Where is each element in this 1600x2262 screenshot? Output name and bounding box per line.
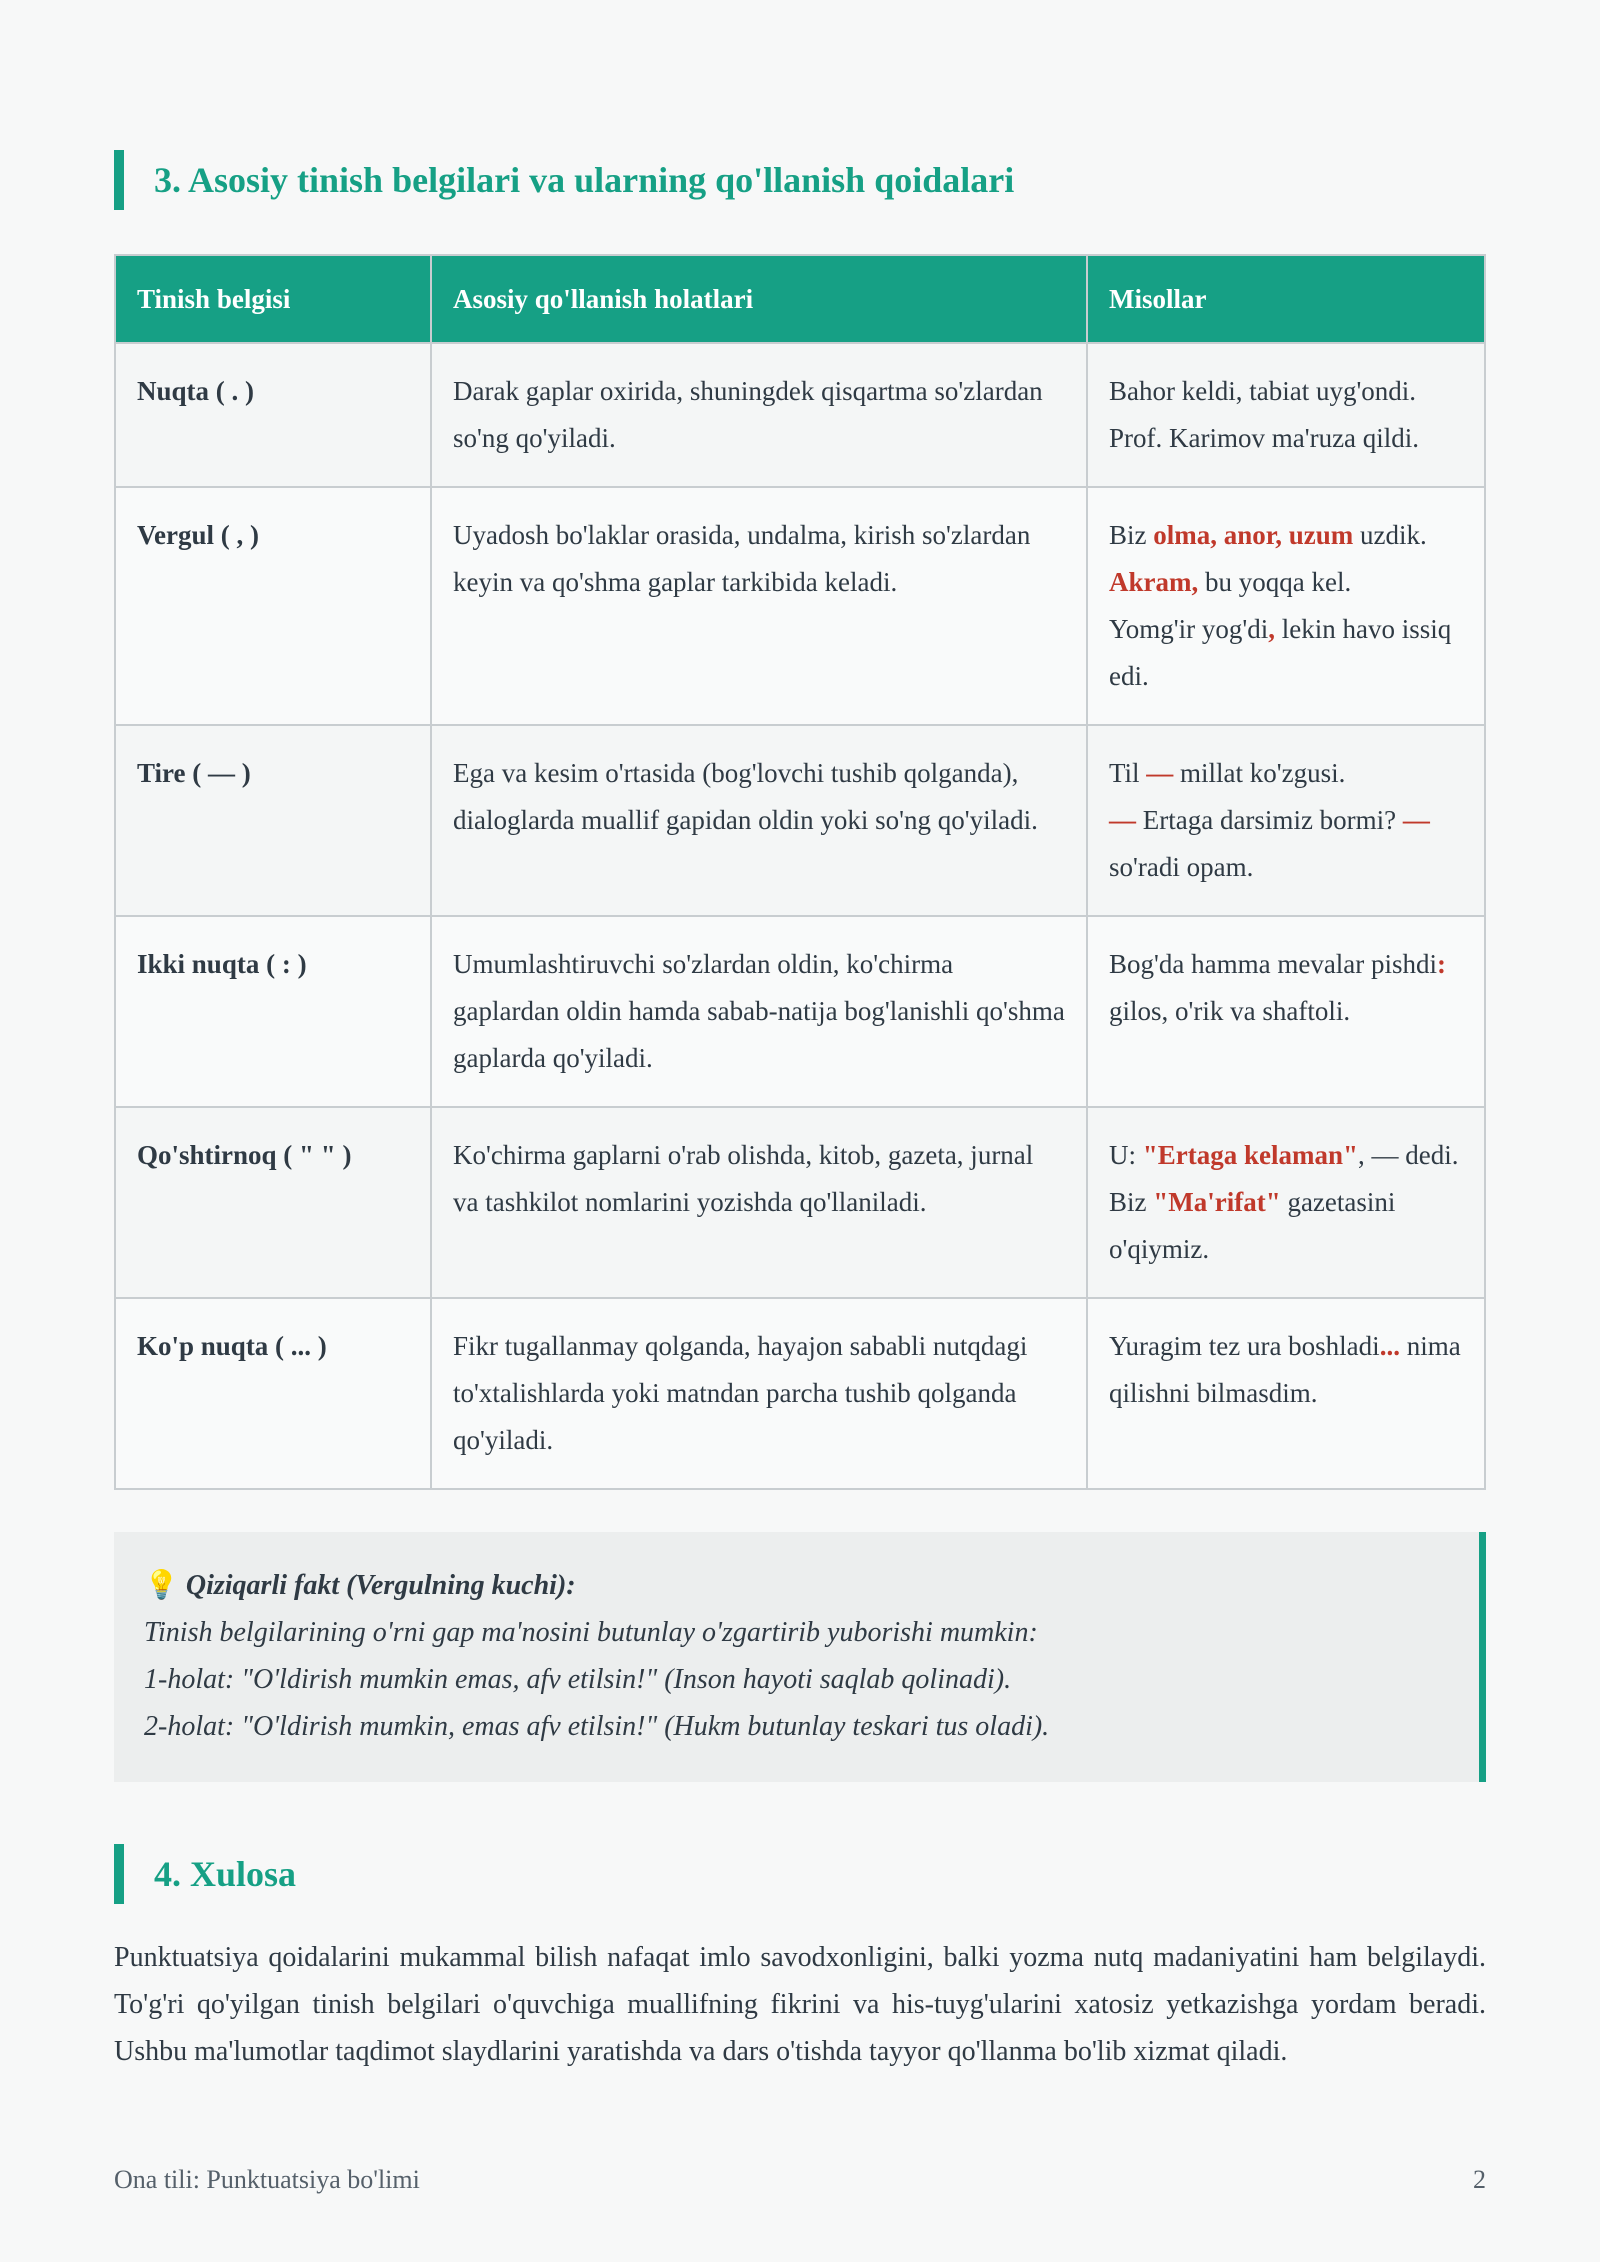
- examples-cell: [1087, 725, 1485, 916]
- summary-paragraph: Punktuatsiya qoidalarini mukammal bilish nafaqat imlo savodxonligini, balki yozma nutq madaniyatini ham belgilaydi. To'g'ri qo'yilgan tinish belgilari o'quvchiga muallifning fikrini va his-tuyg'ularini xatosiz yetkazishga yordam beradi. Ushbu ma'lumotlar taqdimot slaydlarini yaratishda va dars o'tishda tayyor qo'llanma bo'lib xizmat qiladi.: [114, 1942, 1486, 2067]
- table-body: [115, 343, 1485, 1489]
- example-line: [1109, 512, 1463, 559]
- example-line: [1109, 368, 1463, 415]
- usage-description: Darak gaplar oxirida, shuningdek qisqartma so'zlardan so'ng qo'yiladi.: [431, 343, 1087, 487]
- example-line: [1109, 750, 1463, 797]
- highlighted-punctuation: :: [1437, 949, 1447, 979]
- example-line: [1109, 1323, 1463, 1417]
- example-text: so'radi opam.: [1109, 852, 1254, 882]
- examples-cell: [1087, 487, 1485, 725]
- example-text: Yomg'ir yog'di: [1109, 614, 1269, 644]
- page-footer: [114, 2165, 1486, 2195]
- fact-title-line: [144, 1562, 1449, 1609]
- punctuation-mark-name: Ko'p nuqta ( ... ): [115, 1298, 431, 1489]
- highlighted-punctuation: —: [1146, 758, 1174, 788]
- header-mark: Tinish belgisi: [115, 255, 431, 343]
- example-text: gazetasini o'qiymiz.: [1109, 1187, 1396, 1264]
- highlighted-punctuation: ,: [1268, 614, 1276, 644]
- highlighted-punctuation: Akram,: [1109, 567, 1199, 597]
- example-line: [1109, 559, 1463, 606]
- fact-line: 2-holat: "O'ldirish mumkin, emas afv etilsin!" (Hukm butunlay teskari tus oladi).: [144, 1711, 1050, 1742]
- header-usage: Asosiy qo'llanish holatlari: [431, 255, 1087, 343]
- table-row: [115, 725, 1485, 916]
- punctuation-mark-name: Qo'shtirnoq ( " " ): [115, 1107, 431, 1298]
- page-content: [114, 150, 1486, 2075]
- examples-cell: [1087, 1107, 1485, 1298]
- example-text: gilos, o'rik va shaftoli.: [1109, 996, 1351, 1026]
- example-text: Biz: [1109, 1187, 1154, 1217]
- punctuation-mark-name: Tire ( — ): [115, 725, 431, 916]
- example-line: [1109, 1132, 1463, 1179]
- punctuation-mark-name: Ikki nuqta ( : ): [115, 916, 431, 1107]
- examples-cell: [1087, 916, 1485, 1107]
- section-4-title: 4. Xulosa: [114, 1844, 1486, 1904]
- examples-cell: [1087, 343, 1485, 487]
- examples-cell: [1087, 1298, 1485, 1489]
- example-text: Bog'da hamma mevalar pishdi: [1109, 949, 1438, 979]
- lightbulb-icon: 💡: [144, 1570, 179, 1601]
- highlighted-punctuation: "Ma'rifat": [1153, 1187, 1281, 1217]
- fact-line: 1-holat: "O'ldirish mumkin emas, afv etilsin!" (Inson hayoti saqlab qolinadi).: [144, 1664, 1012, 1695]
- highlighted-punctuation: ...: [1379, 1331, 1400, 1361]
- usage-description: Ko'chirma gaplarni o'rab olishda, kitob, gazeta, jurnal va tashkilot nomlarini yozishda qo'llaniladi.: [431, 1107, 1087, 1298]
- highlighted-punctuation: —: [1109, 805, 1136, 835]
- table-row: [115, 1298, 1485, 1489]
- usage-description: Ega va kesim o'rtasida (bog'lovchi tushib qolganda), dialoglarda muallif gapidan oldin yoki so'ng qo'yiladi.: [431, 725, 1087, 916]
- example-text: Biz: [1109, 520, 1154, 550]
- table-row: [115, 487, 1485, 725]
- example-text: uzdik.: [1353, 520, 1427, 550]
- usage-description: Umumlashtiruvchi so'zlardan oldin, ko'chirma gaplardan oldin hamda sabab-natija bog'lanishli qo'shma gaplarda qo'yiladi.: [431, 916, 1087, 1107]
- example-text: bu yoqqa kel.: [1198, 567, 1352, 597]
- fact-box: [114, 1532, 1486, 1782]
- example-line: [1109, 415, 1463, 462]
- example-text: nima qilishni bilmasdim.: [1109, 1331, 1461, 1408]
- example-text: Prof. Karimov ma'ruza qildi.: [1109, 423, 1420, 453]
- example-line: [1109, 606, 1463, 700]
- table-row: [115, 1107, 1485, 1298]
- punctuation-mark-name: Nuqta ( . ): [115, 343, 431, 487]
- table-row: [115, 343, 1485, 487]
- example-text: millat ko'zgusi.: [1173, 758, 1346, 788]
- header-examples: Misollar: [1087, 255, 1485, 343]
- example-text: U:: [1109, 1140, 1143, 1170]
- usage-description: Fikr tugallanmay qolganda, hayajon sababli nutqdagi to'xtalishlarda yoki matndan parcha tushib qolganda qo'yiladi.: [431, 1298, 1087, 1489]
- punctuation-mark-name: Vergul ( , ): [115, 487, 431, 725]
- example-text: Yuragim tez ura boshladi: [1109, 1331, 1380, 1361]
- example-text: lekin havo issiq edi.: [1109, 614, 1452, 691]
- table-row: [115, 916, 1485, 1107]
- fact-line: Tinish belgilarining o'rni gap ma'nosini butunlay o'zgartirib yuborishi mumkin:: [144, 1617, 1038, 1648]
- page-number: 2: [1473, 2165, 1486, 2194]
- example-line: [1109, 797, 1463, 891]
- example-line: [1109, 1179, 1463, 1273]
- table-header-row: [115, 255, 1485, 343]
- highlighted-punctuation: "Ertaga kelaman": [1142, 1140, 1358, 1170]
- example-text: , — dedi.: [1357, 1140, 1459, 1170]
- highlighted-punctuation: olma, anor, uzum: [1153, 520, 1354, 550]
- fact-title: Qiziqarli fakt (Vergulning kuchi):: [185, 1570, 576, 1601]
- example-line: [1109, 941, 1463, 1035]
- highlighted-punctuation: —: [1402, 805, 1430, 835]
- punctuation-table: [114, 254, 1486, 1490]
- example-text: Ertaga darsimiz bormi?: [1136, 805, 1403, 835]
- footer-label: Ona tili: Punktuatsiya bo'limi: [114, 2165, 420, 2194]
- section-3-title: 3. Asosiy tinish belgilari va ularning qo'llanish qoidalari: [114, 150, 1486, 210]
- example-text: Til: [1109, 758, 1147, 788]
- usage-description: Uyadosh bo'laklar orasida, undalma, kirish so'zlardan keyin va qo'shma gaplar tarkibida keladi.: [431, 487, 1087, 725]
- example-text: Bahor keldi, tabiat uyg'ondi.: [1109, 376, 1417, 406]
